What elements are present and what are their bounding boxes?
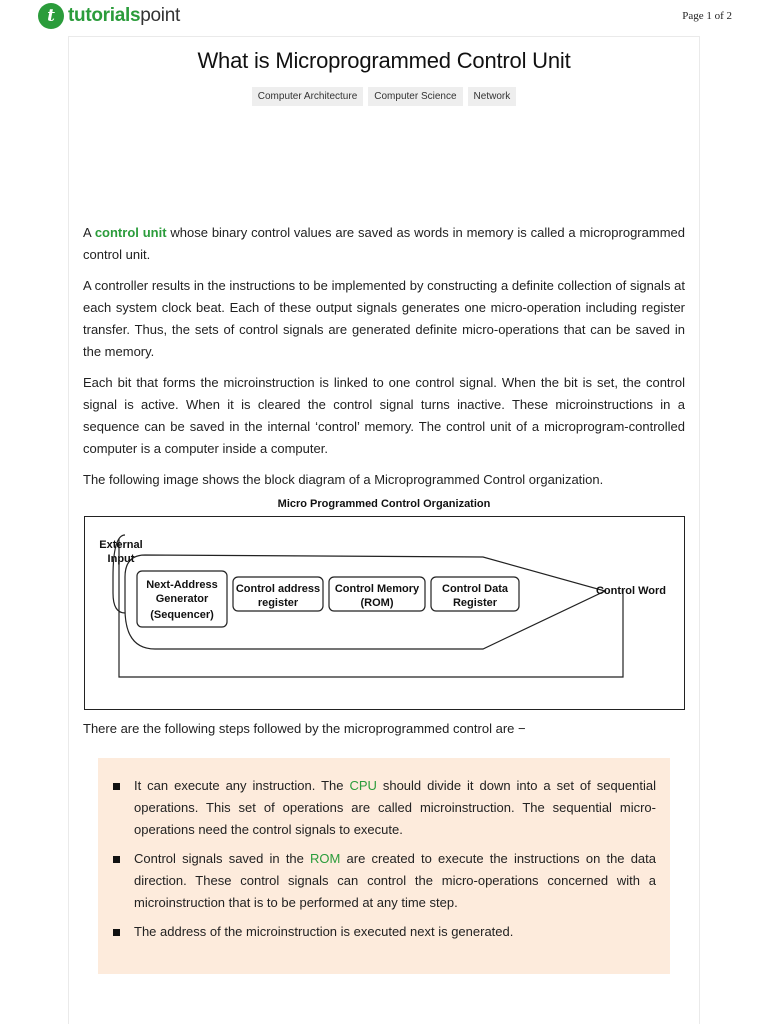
bullet-square-icon bbox=[113, 856, 120, 863]
block1-label-2: Generator bbox=[155, 593, 209, 605]
block4-label-1: Control Data bbox=[442, 583, 508, 595]
control-word-label: Control Word bbox=[595, 585, 667, 597]
list-item bbox=[110, 848, 656, 914]
block-diagram bbox=[84, 516, 685, 710]
rom-link[interactable]: ROM bbox=[310, 851, 341, 866]
block3-label-1: Control Memory bbox=[334, 583, 420, 595]
article-body bbox=[83, 222, 685, 500]
step-text: The address of the microinstruction is executed next is generated. bbox=[134, 924, 514, 939]
bullet-square-icon bbox=[113, 929, 120, 936]
tag-network[interactable]: Network bbox=[468, 87, 517, 106]
logo-brand: tutorials bbox=[68, 5, 141, 26]
steps-intro: There are the following steps followed by the microprogrammed control are − bbox=[83, 721, 526, 736]
paragraph-text: A bbox=[83, 225, 95, 240]
control-unit-link[interactable]: control unit bbox=[94, 225, 167, 240]
tag-computer-science[interactable]: Computer Science bbox=[368, 87, 462, 106]
step-text: should divide it down into a set of sequential operations. This set of operations are called microinstruction. The sequential micro-operations need the control signals to execute. bbox=[134, 778, 656, 837]
steps-note-box bbox=[98, 758, 670, 974]
paragraph-text: whose binary control values are saved as words in memory is called a microprogrammed control unit. bbox=[83, 225, 685, 262]
steps-list bbox=[110, 775, 656, 943]
step-text: It can execute any instruction. The bbox=[134, 778, 350, 793]
block2-label-2: register bbox=[257, 597, 299, 609]
tutorialspoint-logo[interactable] bbox=[38, 3, 180, 29]
paragraph-microinstruction: Each bit that forms the microinstruction is linked to one control signal. When the bit is set, the control signal is active. When it is cleared the control signal turns inactive. These microinstructions in a sequence can be saved in the internal ‘control’ memory. The control unit of a microprogram-controlled computer is a computer inside a computer. bbox=[83, 375, 685, 456]
external-input-label-2: Input bbox=[107, 553, 135, 565]
paragraph-intro bbox=[83, 222, 685, 266]
top-bar bbox=[0, 0, 768, 34]
logo-icon: t bbox=[38, 3, 64, 29]
paragraph-figure-intro: The following image shows the block diagram of a Microprogrammed Control organization. bbox=[83, 472, 604, 487]
block4-label-2: Register bbox=[452, 597, 498, 609]
cpu-link[interactable]: CPU bbox=[349, 778, 377, 793]
page-title: What is Microprogrammed Control Unit bbox=[197, 48, 571, 73]
tag-computer-architecture[interactable]: Computer Architecture bbox=[252, 87, 364, 106]
block1-label-1: Next-Address bbox=[146, 579, 218, 591]
list-item bbox=[110, 775, 656, 841]
logo-suffix: point bbox=[140, 5, 180, 26]
logo-text bbox=[68, 5, 180, 27]
step-text: Control signals saved in the bbox=[134, 851, 311, 866]
block3-label-2: (ROM) bbox=[360, 597, 394, 609]
tag-list bbox=[0, 87, 768, 106]
figure-title: Micro Programmed Control Organization bbox=[277, 498, 491, 510]
step-text: are created to execute the instructions on the data direction. These control signals can control the micro-operations concerned with a microinstruction that is to be performed at any time step. bbox=[134, 851, 656, 910]
external-input-label: External bbox=[99, 539, 143, 551]
paragraph-controller: A controller results in the instructions to be implemented by constructing a definite collection of signals at each system clock beat. Each of these output signals generates one micro-operation including register transfer. Thus, the sets of control signals are generated definite micro-operations that can be saved in the memory. bbox=[83, 278, 685, 359]
list-item bbox=[110, 921, 656, 943]
bullet-square-icon bbox=[113, 783, 120, 790]
page-indicator: Page 1 of 2 bbox=[682, 10, 732, 22]
block2-label-1: Control address bbox=[235, 583, 321, 595]
block1-label-3: (Sequencer) bbox=[150, 609, 214, 621]
